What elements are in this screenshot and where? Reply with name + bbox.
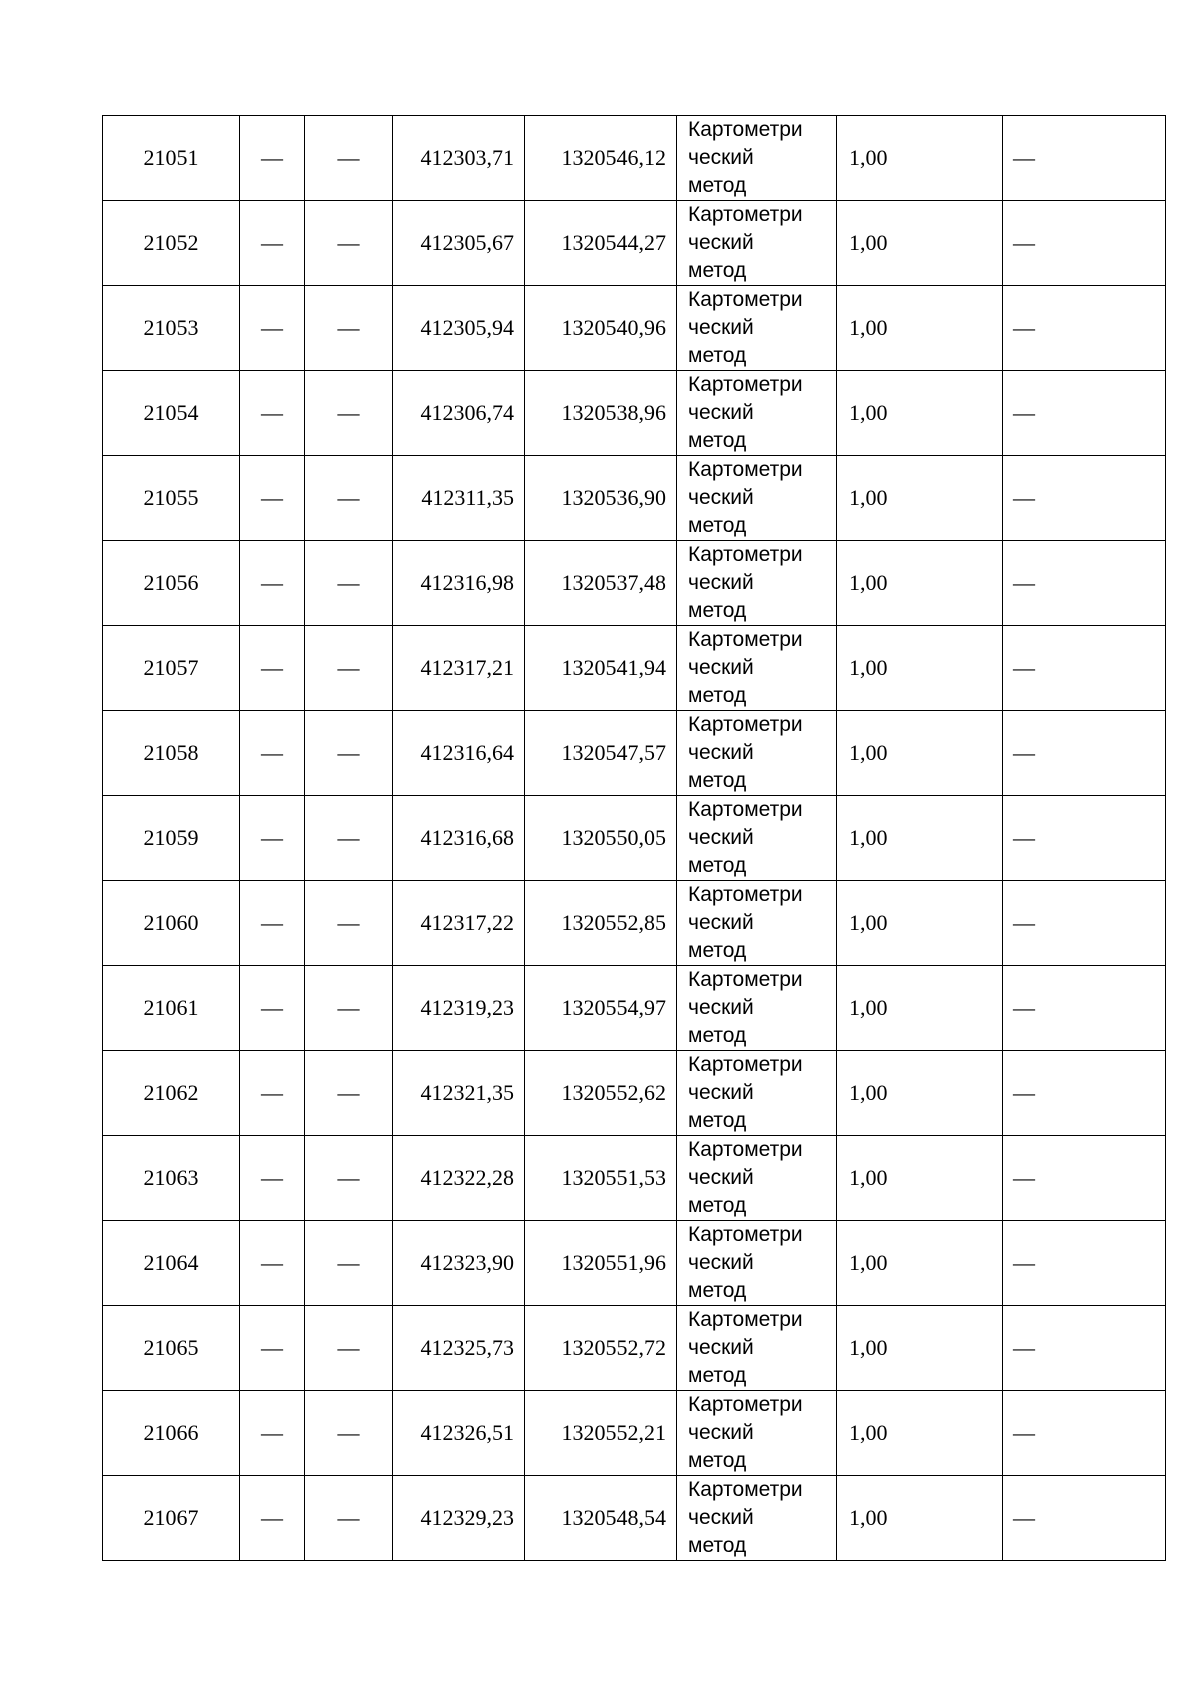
method-text-line: Картометри [688,373,803,396]
method-cell [677,1306,837,1391]
empty-value-cell: — [240,796,305,881]
accuracy-cell: 1,00 [837,456,1003,541]
x-coordinate-cell: 412316,98 [393,541,525,626]
empty-value-cell: — [305,626,393,711]
x-coordinate-cell: 412319,23 [393,966,525,1051]
point-number-cell: 21062 [103,1051,240,1136]
method-text-line: метод [688,1109,747,1132]
x-coordinate-cell: 412326,51 [393,1391,525,1476]
accuracy-cell: 1,00 [837,881,1003,966]
table-row [103,626,1166,711]
empty-value-cell: — [240,1391,305,1476]
method-text-line: Картометри [688,968,803,991]
table-row [103,1051,1166,1136]
empty-value-cell: — [240,1221,305,1306]
point-number-cell: 21064 [103,1221,240,1306]
method-cell [677,626,837,711]
method-text-line: метод [688,174,747,197]
method-cell [677,456,837,541]
empty-value-cell: — [1003,1136,1166,1221]
accuracy-cell: 1,00 [837,286,1003,371]
method-text-line: ческий [688,1251,754,1274]
empty-value-cell: — [240,456,305,541]
point-number-cell: 21066 [103,1391,240,1476]
empty-value-cell: — [1003,1051,1166,1136]
method-text-line: метод [688,1449,747,1472]
y-coordinate-cell: 1320552,72 [525,1306,677,1391]
method-text-line: ческий [688,656,754,679]
method-text-line: Картометри [688,883,803,906]
empty-value-cell: — [305,1051,393,1136]
empty-value-cell: — [1003,626,1166,711]
method-cell [677,116,837,201]
method-text-line: ческий [688,826,754,849]
x-coordinate-cell: 412305,67 [393,201,525,286]
y-coordinate-cell: 1320551,96 [525,1221,677,1306]
method-text-line: метод [688,854,747,877]
empty-value-cell: — [1003,286,1166,371]
empty-value-cell: — [305,201,393,286]
point-number-cell: 21059 [103,796,240,881]
method-cell [677,796,837,881]
empty-value-cell: — [240,1306,305,1391]
method-text-line: Картометри [688,203,803,226]
method-text-line: метод [688,939,747,962]
empty-value-cell: — [305,541,393,626]
y-coordinate-cell: 1320554,97 [525,966,677,1051]
point-number-cell: 21063 [103,1136,240,1221]
method-cell [677,286,837,371]
method-text-line: ческий [688,741,754,764]
point-number-cell: 21054 [103,371,240,456]
y-coordinate-cell: 1320552,85 [525,881,677,966]
method-cell [677,541,837,626]
empty-value-cell: — [240,881,305,966]
empty-value-cell: — [305,1476,393,1561]
empty-value-cell: — [305,1391,393,1476]
empty-value-cell: — [305,881,393,966]
point-number-cell: 21065 [103,1306,240,1391]
method-cell [677,1221,837,1306]
point-number-cell: 21057 [103,626,240,711]
y-coordinate-cell: 1320537,48 [525,541,677,626]
empty-value-cell: — [1003,1221,1166,1306]
empty-value-cell: — [305,711,393,796]
method-text-line: метод [688,1194,747,1217]
method-text-line: ческий [688,1081,754,1104]
accuracy-cell: 1,00 [837,371,1003,456]
method-text-line: Картометри [688,1308,803,1331]
method-text-line: Картометри [688,288,803,311]
empty-value-cell: — [305,1306,393,1391]
accuracy-cell: 1,00 [837,626,1003,711]
x-coordinate-cell: 412325,73 [393,1306,525,1391]
x-coordinate-cell: 412311,35 [393,456,525,541]
x-coordinate-cell: 412317,22 [393,881,525,966]
table-row [103,1391,1166,1476]
point-number-cell: 21058 [103,711,240,796]
method-text-line: метод [688,599,747,622]
method-text-line: метод [688,344,747,367]
method-cell [677,711,837,796]
y-coordinate-cell: 1320538,96 [525,371,677,456]
table-row [103,541,1166,626]
point-number-cell: 21061 [103,966,240,1051]
x-coordinate-cell: 412322,28 [393,1136,525,1221]
empty-value-cell: — [1003,881,1166,966]
method-text-line: метод [688,429,747,452]
empty-value-cell: — [240,1136,305,1221]
method-cell [677,1051,837,1136]
method-text-line: Картометри [688,458,803,481]
point-number-cell: 21067 [103,1476,240,1561]
y-coordinate-cell: 1320550,05 [525,796,677,881]
accuracy-cell: 1,00 [837,1306,1003,1391]
method-text-line: Картометри [688,1478,803,1501]
table-row [103,1306,1166,1391]
x-coordinate-cell: 412306,74 [393,371,525,456]
method-text-line: ческий [688,1336,754,1359]
method-text-line: метод [688,514,747,537]
point-number-cell: 21052 [103,201,240,286]
empty-value-cell: — [240,711,305,796]
empty-value-cell: — [1003,1306,1166,1391]
empty-value-cell: — [1003,1391,1166,1476]
coordinates-table [102,115,1166,1561]
point-number-cell: 21060 [103,881,240,966]
x-coordinate-cell: 412316,64 [393,711,525,796]
empty-value-cell: — [240,286,305,371]
method-text-line: ческий [688,231,754,254]
table-row [103,711,1166,796]
method-cell [677,201,837,286]
accuracy-cell: 1,00 [837,711,1003,796]
empty-value-cell: — [1003,371,1166,456]
method-text-line: ческий [688,1506,754,1529]
empty-value-cell: — [305,1221,393,1306]
accuracy-cell: 1,00 [837,1136,1003,1221]
method-text-line: метод [688,684,747,707]
method-text-line: метод [688,1534,747,1557]
y-coordinate-cell: 1320551,53 [525,1136,677,1221]
empty-value-cell: — [305,1136,393,1221]
table-row [103,116,1166,201]
y-coordinate-cell: 1320547,57 [525,711,677,796]
method-text-line: ческий [688,1421,754,1444]
method-text-line: Картометри [688,1393,803,1416]
method-cell [677,1136,837,1221]
x-coordinate-cell: 412317,21 [393,626,525,711]
method-text-line: метод [688,1024,747,1047]
table-row [103,881,1166,966]
empty-value-cell: — [1003,966,1166,1051]
point-number-cell: 21056 [103,541,240,626]
empty-value-cell: — [1003,201,1166,286]
empty-value-cell: — [305,116,393,201]
x-coordinate-cell: 412323,90 [393,1221,525,1306]
x-coordinate-cell: 412305,94 [393,286,525,371]
accuracy-cell: 1,00 [837,116,1003,201]
method-text-line: Картометри [688,628,803,651]
method-text-line: ческий [688,996,754,1019]
y-coordinate-cell: 1320536,90 [525,456,677,541]
empty-value-cell: — [305,796,393,881]
method-text-line: ческий [688,486,754,509]
table-row [103,966,1166,1051]
method-cell [677,371,837,456]
method-cell [677,881,837,966]
empty-value-cell: — [305,371,393,456]
method-text-line: ческий [688,401,754,424]
method-text-line: метод [688,259,747,282]
method-text-line: Картометри [688,543,803,566]
y-coordinate-cell: 1320544,27 [525,201,677,286]
y-coordinate-cell: 1320541,94 [525,626,677,711]
table-row [103,1136,1166,1221]
table-row [103,796,1166,881]
method-text-line: Картометри [688,118,803,141]
point-number-cell: 21051 [103,116,240,201]
y-coordinate-cell: 1320540,96 [525,286,677,371]
method-text-line: ческий [688,316,754,339]
y-coordinate-cell: 1320552,21 [525,1391,677,1476]
empty-value-cell: — [240,541,305,626]
method-cell [677,1391,837,1476]
empty-value-cell: — [240,116,305,201]
accuracy-cell: 1,00 [837,1221,1003,1306]
table-row [103,371,1166,456]
y-coordinate-cell: 1320548,54 [525,1476,677,1561]
accuracy-cell: 1,00 [837,1391,1003,1476]
empty-value-cell: — [1003,796,1166,881]
empty-value-cell: — [240,626,305,711]
empty-value-cell: — [1003,711,1166,796]
table-row [103,456,1166,541]
table-row [103,286,1166,371]
empty-value-cell: — [305,966,393,1051]
accuracy-cell: 1,00 [837,201,1003,286]
x-coordinate-cell: 412303,71 [393,116,525,201]
method-text-line: Картометри [688,1138,803,1161]
table-body [103,116,1166,1561]
empty-value-cell: — [305,286,393,371]
method-text-line: Картометри [688,713,803,736]
empty-value-cell: — [240,201,305,286]
table-row [103,201,1166,286]
empty-value-cell: — [1003,116,1166,201]
accuracy-cell: 1,00 [837,796,1003,881]
table-row [103,1221,1166,1306]
method-text-line: Картометри [688,1223,803,1246]
accuracy-cell: 1,00 [837,541,1003,626]
accuracy-cell: 1,00 [837,1051,1003,1136]
method-text-line: метод [688,769,747,792]
x-coordinate-cell: 412329,23 [393,1476,525,1561]
x-coordinate-cell: 412321,35 [393,1051,525,1136]
method-cell [677,1476,837,1561]
method-cell [677,966,837,1051]
method-text-line: ческий [688,146,754,169]
empty-value-cell: — [240,1051,305,1136]
table-row [103,1476,1166,1561]
method-text-line: метод [688,1279,747,1302]
empty-value-cell: — [240,371,305,456]
empty-value-cell: — [1003,1476,1166,1561]
y-coordinate-cell: 1320546,12 [525,116,677,201]
method-text-line: ческий [688,571,754,594]
empty-value-cell: — [240,966,305,1051]
accuracy-cell: 1,00 [837,966,1003,1051]
x-coordinate-cell: 412316,68 [393,796,525,881]
point-number-cell: 21055 [103,456,240,541]
accuracy-cell: 1,00 [837,1476,1003,1561]
empty-value-cell: — [1003,541,1166,626]
empty-value-cell: — [240,1476,305,1561]
empty-value-cell: — [305,456,393,541]
method-text-line: ческий [688,911,754,934]
empty-value-cell: — [1003,456,1166,541]
method-text-line: ческий [688,1166,754,1189]
point-number-cell: 21053 [103,286,240,371]
y-coordinate-cell: 1320552,62 [525,1051,677,1136]
method-text-line: метод [688,1364,747,1387]
method-text-line: Картометри [688,798,803,821]
method-text-line: Картометри [688,1053,803,1076]
